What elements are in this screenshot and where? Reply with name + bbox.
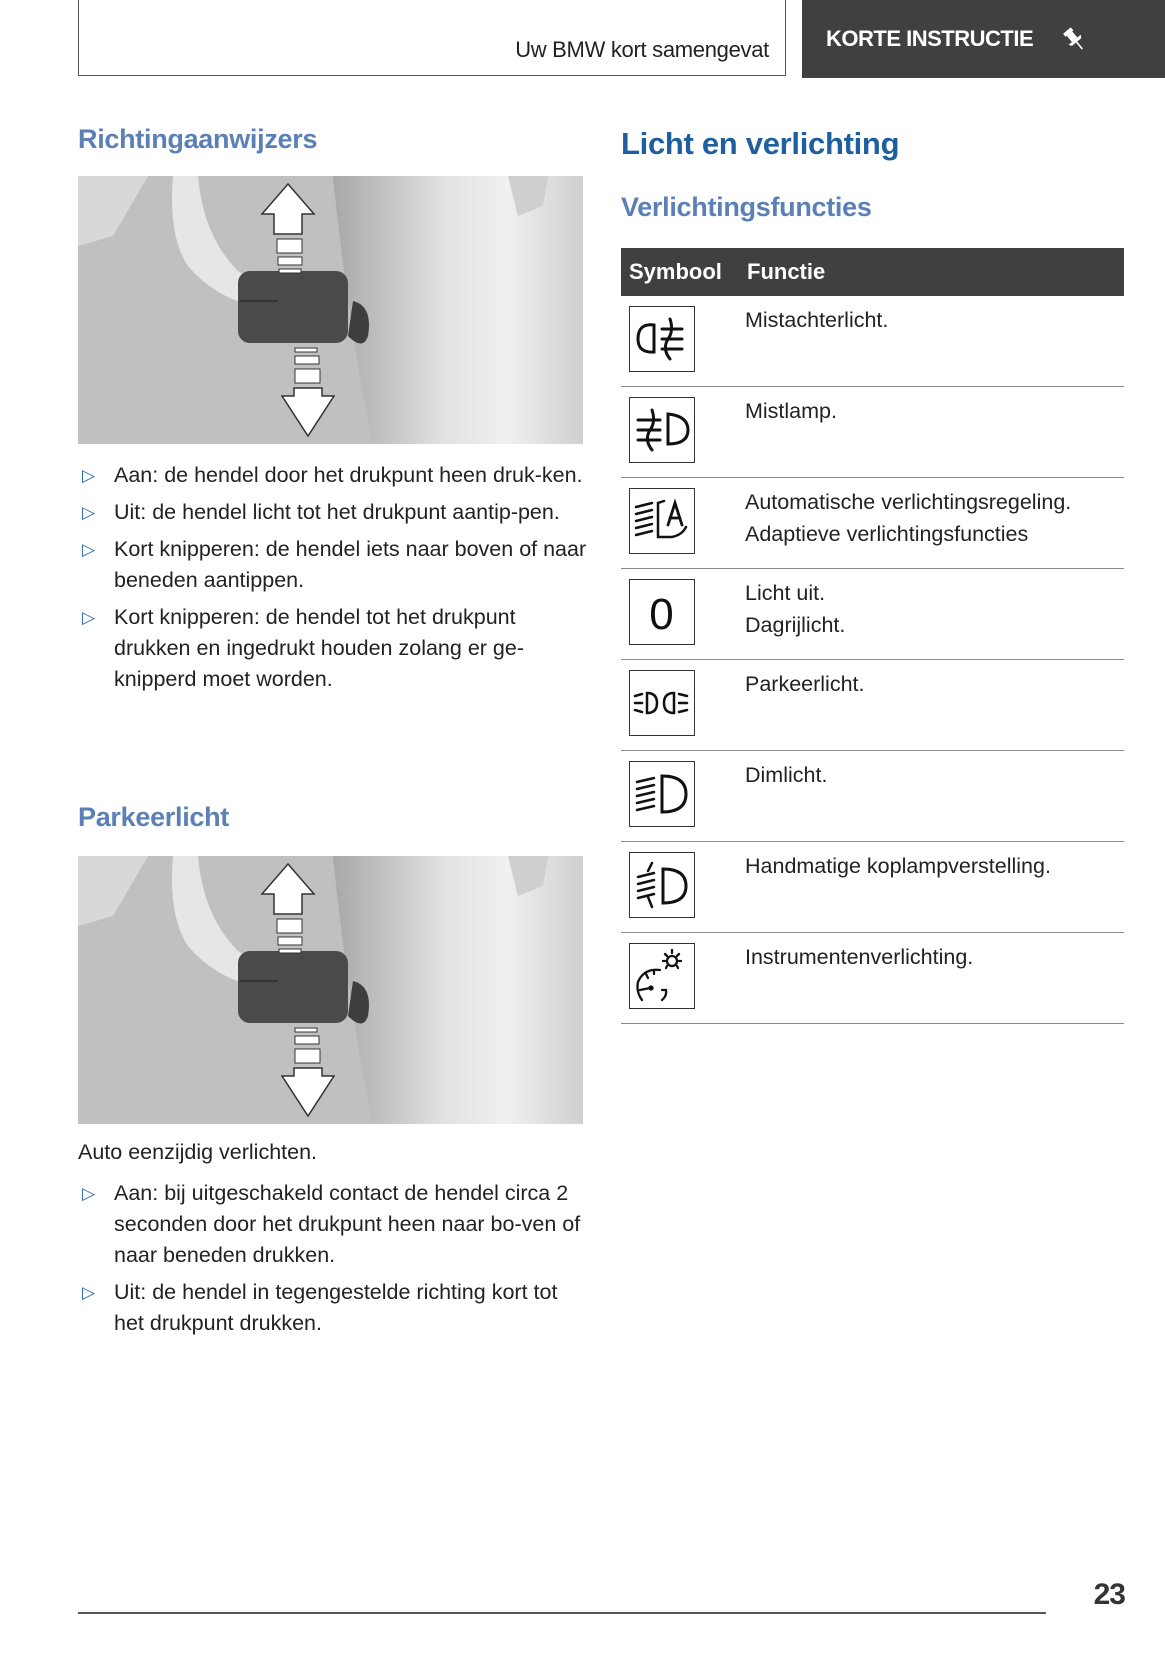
triangle-bullet-icon: ▷ bbox=[82, 1283, 96, 1302]
pushpin-icon bbox=[1059, 24, 1089, 54]
low-beam-icon bbox=[629, 761, 695, 827]
list-item: ▷ Aan: bij uitgeschakeld contact de hendel circa 2 seconden door het drukpunt heen naar bo-ven of naar beneden drukken. bbox=[78, 1178, 588, 1271]
turn-signal-lever-illustration bbox=[78, 176, 583, 444]
triangle-bullet-icon: ▷ bbox=[82, 608, 96, 627]
triangle-bullet-icon: ▷ bbox=[82, 466, 96, 485]
page-number: 23 bbox=[1093, 1578, 1125, 1611]
column-header-function: Functie bbox=[747, 259, 826, 284]
table-row: Dimlicht. bbox=[621, 751, 1124, 842]
triangle-bullet-icon: ▷ bbox=[82, 1184, 96, 1203]
section-title-parking-light: Parkeerlicht bbox=[78, 802, 229, 832]
table-row: Automatische verlichtingsregeling. Adaptieve verlichtingsfuncties bbox=[621, 478, 1124, 569]
svg-text:0: 0 bbox=[649, 590, 674, 639]
table-row: Mistlamp. bbox=[621, 387, 1124, 478]
section-title-lighting-functions: Verlichtingsfuncties bbox=[621, 192, 872, 222]
front-fog-light-icon bbox=[629, 397, 695, 463]
table-row: Instrumentenverlichting. bbox=[621, 933, 1124, 1024]
table-header bbox=[621, 248, 1124, 296]
parking-light-instructions bbox=[78, 1178, 588, 1345]
triangle-bullet-icon: ▷ bbox=[82, 540, 96, 559]
list-item: ▷ Uit: de hendel in tegengestelde richting kort tot het drukpunt drukken. bbox=[78, 1277, 588, 1339]
turn-signal-instructions bbox=[78, 460, 588, 701]
section-tab-label: KORTE INSTRUCTIE bbox=[826, 26, 1034, 51]
table-row: 0 Licht uit. Dagrijlicht. bbox=[621, 569, 1124, 660]
chapter-title: Licht en verlichting bbox=[621, 126, 900, 161]
footer-rule bbox=[78, 1612, 1046, 1614]
headlight-range-icon bbox=[629, 852, 695, 918]
list-item: ▷ Aan: de hendel door het drukpunt heen druk-ken. bbox=[78, 460, 588, 491]
table-row: Parkeerlicht. bbox=[621, 660, 1124, 751]
header-subtitle: Uw BMW kort samengevat bbox=[515, 37, 769, 62]
table-row: Handmatige koplampverstelling. bbox=[621, 842, 1124, 933]
table-row: Mistachterlicht. bbox=[621, 296, 1124, 387]
list-item: ▷ Kort knipperen: de hendel tot het drukpunt drukken en ingedrukt houden zolang er ge-knipperd moet worden. bbox=[78, 602, 588, 695]
parking-light-icon bbox=[629, 670, 695, 736]
header-frame bbox=[78, 0, 786, 76]
rear-fog-light-icon bbox=[629, 306, 695, 372]
lighting-functions-table bbox=[621, 248, 1124, 1024]
instrument-lighting-icon bbox=[629, 943, 695, 1009]
column-header-symbol: Symbool bbox=[629, 259, 722, 284]
lights-off-icon bbox=[629, 579, 695, 645]
section-title-turn-signals: Richtingaanwijzers bbox=[78, 124, 318, 154]
parking-light-lever-illustration bbox=[78, 856, 583, 1124]
triangle-bullet-icon: ▷ bbox=[82, 503, 96, 522]
list-item: ▷ Kort knipperen: de hendel iets naar boven of naar beneden aantippen. bbox=[78, 534, 588, 596]
list-item: ▷ Uit: de hendel licht tot het drukpunt aantip-pen. bbox=[78, 497, 588, 528]
auto-headlight-icon bbox=[629, 488, 695, 554]
parking-light-intro: Auto eenzijdig verlichten. bbox=[78, 1140, 318, 1164]
section-tab bbox=[802, 0, 1165, 78]
